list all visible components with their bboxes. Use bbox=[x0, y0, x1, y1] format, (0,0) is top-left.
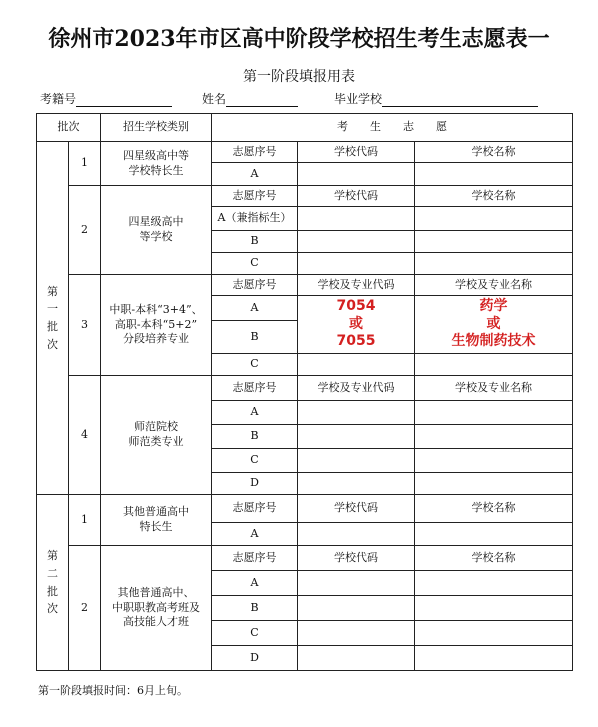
handwritten-code[interactable]: 7054 或 7055 bbox=[298, 296, 415, 354]
r6-no: 2 bbox=[69, 546, 101, 671]
r3-no: 3 bbox=[69, 275, 101, 376]
r2-no: 2 bbox=[69, 186, 101, 275]
col-school-name: 学校名称 bbox=[415, 142, 573, 163]
r2-opt-a: A（兼指标生） bbox=[212, 207, 298, 231]
school-label: 毕业学校 bbox=[334, 92, 383, 106]
col-order: 志愿序号 bbox=[212, 495, 298, 523]
r4-category: 师范院校 师范类专业 bbox=[101, 376, 212, 495]
r4-no: 4 bbox=[69, 376, 101, 495]
r2-name-input[interactable] bbox=[415, 253, 573, 275]
handwritten-name[interactable]: 药学 或 生物制药技术 bbox=[415, 296, 573, 354]
r2-opt-c: C bbox=[212, 253, 298, 275]
r4-name-input[interactable] bbox=[415, 425, 573, 449]
col-program-code: 学校及专业代码 bbox=[298, 275, 415, 296]
r6-name-input[interactable] bbox=[415, 621, 573, 646]
document-title: 徐州市2023年市区高中阶段学校招生考生志愿表一 bbox=[48, 26, 550, 52]
r4-name-input[interactable] bbox=[415, 473, 573, 495]
footer-note: 第一阶段填报时间：6月上旬。 bbox=[38, 684, 188, 697]
col-order: 志愿序号 bbox=[212, 376, 298, 401]
r5-opt-a: A bbox=[212, 523, 298, 546]
col-code: 学校代码 bbox=[298, 546, 415, 571]
batch2-label: 第二批次 bbox=[37, 495, 69, 671]
r1-opt-a: A bbox=[212, 163, 298, 186]
school-line[interactable] bbox=[382, 92, 538, 107]
r4-code-input[interactable] bbox=[298, 425, 415, 449]
name-label: 姓名 bbox=[202, 92, 227, 106]
col-order: 志愿序号 bbox=[212, 186, 298, 207]
col-school-name: 学校名称 bbox=[415, 186, 573, 207]
r6-code-input[interactable] bbox=[298, 571, 415, 596]
col-school-name: 学校名称 bbox=[415, 495, 573, 523]
exam-no-label: 考籍号 bbox=[40, 92, 77, 106]
r5-code-input[interactable] bbox=[298, 523, 415, 546]
r5-name-input[interactable] bbox=[415, 523, 573, 546]
col-code: 学校代码 bbox=[298, 495, 415, 523]
r2-code-input[interactable] bbox=[298, 231, 415, 253]
document-subtitle: 第一阶段填报用表 bbox=[243, 69, 355, 85]
r3-opt-c: C bbox=[212, 354, 298, 376]
r4-code-input[interactable] bbox=[298, 473, 415, 495]
r3-name-input[interactable] bbox=[415, 354, 573, 376]
r1-no: 1 bbox=[69, 142, 101, 186]
r3-code-input[interactable] bbox=[298, 354, 415, 376]
r2-opt-b: B bbox=[212, 231, 298, 253]
r3-category: 中职-本科“3+4”、 高职-本科“5+2” 分段培养专业 bbox=[101, 275, 212, 376]
r6-category: 其他普通高中、 中职职教高考班及 高技能人才班 bbox=[101, 546, 212, 671]
header-category: 招生学校类别 bbox=[101, 114, 212, 142]
col-program-name: 学校及专业名称 bbox=[415, 275, 573, 296]
r3-opt-b: B bbox=[212, 321, 298, 354]
r4-opt-b: B bbox=[212, 425, 298, 449]
r2-code-input[interactable] bbox=[298, 207, 415, 231]
col-code: 学校代码 bbox=[298, 186, 415, 207]
col-school-name: 学校名称 bbox=[415, 546, 573, 571]
col-order: 志愿序号 bbox=[212, 546, 298, 571]
r4-name-input[interactable] bbox=[415, 401, 573, 425]
batch1-label: 第一批次 bbox=[37, 142, 69, 495]
r2-category: 四星级高中等学校 bbox=[101, 186, 212, 275]
header-wish: 考 生 志 愿 bbox=[212, 114, 573, 142]
exam-no-line[interactable] bbox=[76, 92, 172, 107]
col-order: 志愿序号 bbox=[212, 275, 298, 296]
r6-name-input[interactable] bbox=[415, 596, 573, 621]
col-order: 志愿序号 bbox=[212, 142, 298, 163]
r4-opt-a: A bbox=[212, 401, 298, 425]
r4-code-input[interactable] bbox=[298, 449, 415, 473]
r4-name-input[interactable] bbox=[415, 449, 573, 473]
r6-opt-d: D bbox=[212, 646, 298, 671]
r6-opt-b: B bbox=[212, 596, 298, 621]
r5-no: 1 bbox=[69, 495, 101, 546]
col-program-code: 学校及专业代码 bbox=[298, 376, 415, 401]
r4-opt-c: C bbox=[212, 449, 298, 473]
r4-code-input[interactable] bbox=[298, 401, 415, 425]
r1-code-input[interactable] bbox=[298, 163, 415, 186]
school-field[interactable] bbox=[334, 90, 538, 107]
wish-table bbox=[36, 113, 573, 671]
r6-code-input[interactable] bbox=[298, 646, 415, 671]
r6-name-input[interactable] bbox=[415, 571, 573, 596]
name-line[interactable] bbox=[226, 92, 298, 107]
header-batch: 批次 bbox=[37, 114, 101, 142]
r6-code-input[interactable] bbox=[298, 621, 415, 646]
r6-opt-c: C bbox=[212, 621, 298, 646]
r6-name-input[interactable] bbox=[415, 646, 573, 671]
r1-name-input[interactable] bbox=[415, 163, 573, 186]
r4-opt-d: D bbox=[212, 473, 298, 495]
r2-name-input[interactable] bbox=[415, 231, 573, 253]
r5-category: 其他普通高中 特长生 bbox=[101, 495, 212, 546]
r6-opt-a: A bbox=[212, 571, 298, 596]
r1-category: 四星级高中等学校特长生 bbox=[101, 142, 212, 186]
col-program-name: 学校及专业名称 bbox=[415, 376, 573, 401]
name-field[interactable] bbox=[202, 90, 298, 107]
r2-code-input[interactable] bbox=[298, 253, 415, 275]
r2-name-input[interactable] bbox=[415, 207, 573, 231]
exam-no-field[interactable] bbox=[40, 90, 172, 107]
r6-code-input[interactable] bbox=[298, 596, 415, 621]
col-code: 学校代码 bbox=[298, 142, 415, 163]
r3-opt-a: A bbox=[212, 296, 298, 321]
